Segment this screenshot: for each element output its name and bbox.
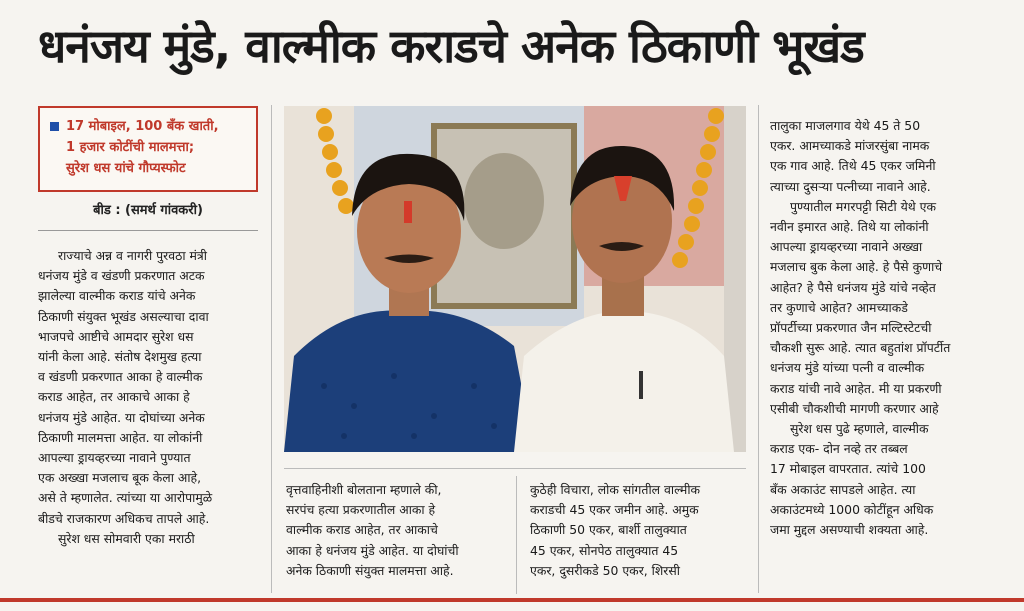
text-line: आपल्या ड्रायव्हरच्या नावाने पुण्यात bbox=[38, 450, 191, 466]
headline: धनंजय मुंडे, वाल्मीक कराडचे अनेक ठिकाणी भूखंड bbox=[38, 19, 864, 73]
column-divider bbox=[758, 105, 759, 593]
text-line: वृत्तवाहिनीशी बोलताना म्हणाले की, bbox=[286, 482, 442, 497]
text-line: तालुका माजलगाव येथे 45 ते 50 bbox=[770, 118, 921, 133]
text-line: वाल्मीक कराड आहेत, तर आकाचे bbox=[286, 522, 438, 538]
text-line: प्रॉपर्टीच्या प्रकरणात जैन मल्टिस्टेटची bbox=[770, 320, 932, 336]
text-line: त्याच्या दुसऱ्या पत्नीच्या नावाने आहे. bbox=[770, 178, 931, 194]
text-line: एकर. आमच्याकडे मांजरसुंबा नामक bbox=[770, 138, 930, 154]
text-line: राज्याचे अन्न व नागरी पुरवठा मंत्री bbox=[58, 248, 207, 263]
text-line: आपल्या ड्रायव्हरच्या नावाने अख्खा bbox=[770, 239, 923, 255]
text-line: कराड आहेत, तर आकाचे आका हे bbox=[38, 389, 190, 405]
highlight-line: 17 मोबाइल, 100 बँक खाती, bbox=[66, 119, 219, 134]
text-line: चौकशी सुरू आहे. त्यात बहुतांश प्रॉपर्टीत bbox=[770, 340, 951, 356]
column-divider bbox=[271, 105, 272, 593]
highlight-line: 1 हजार कोटींची मालमत्ता; bbox=[66, 140, 195, 155]
divider bbox=[284, 468, 746, 469]
text-line: ठिकाणी संयुक्त भूखंड असल्याचा दावा bbox=[38, 308, 209, 324]
text-line: कराडची 45 एकर जमीन आहे. अमुक bbox=[530, 502, 699, 518]
text-line: आहेत? हे पैसे धनंजय मुंडे यांचे नव्हेत bbox=[770, 279, 936, 295]
text-line: धनंजय मुंडे व खंडणी प्रकरणात अटक bbox=[38, 268, 205, 284]
highlight-line: सुरेश धस यांचे गौप्यस्फोट bbox=[66, 161, 186, 176]
text-line: ठिकाणी मालमत्ता आहेत. या लोकांनी bbox=[38, 429, 203, 445]
text-line: तर कुणाचे आहेत? आमच्याकडे bbox=[770, 299, 908, 315]
text-line: अनेक ठिकाणी संयुक्त मालमत्ता आहे. bbox=[286, 562, 454, 578]
text-line: 17 मोबाइल वापरतात. त्यांचे 100 bbox=[770, 461, 926, 477]
text-line: बँक अकाउंट सापडले आहेत. त्या bbox=[770, 481, 916, 497]
text-line: धनंजय मुंडे आहेत. या दोघांच्या अनेक bbox=[38, 409, 205, 425]
text-line: एकर, दुसरीकडे 50 एकर, शिरसी bbox=[530, 562, 680, 578]
text-line: असे ते म्हणालेत. त्यांच्या या आरोपामुळे bbox=[38, 490, 213, 506]
square-bullet-icon bbox=[50, 122, 59, 131]
text-line: झालेल्या वाल्मीक कराड यांचे अनेक bbox=[38, 288, 196, 304]
text-line: धनंजय मुंडे यांच्या पत्नी व वाल्मीक bbox=[770, 360, 925, 376]
news-photo bbox=[284, 106, 746, 452]
text-line: मजलाच बुक केला आहे. हे पैसे कुणाचे bbox=[770, 259, 943, 275]
highlight-box bbox=[38, 106, 258, 192]
text-line: बीडचे राजकारण अधिकच तापले आहे. bbox=[38, 510, 210, 526]
article-column-2 bbox=[286, 480, 504, 581]
text-line: सुरेश धस पुढे म्हणाले, वाल्मीक bbox=[790, 421, 929, 437]
text-line: सुरेश धस सोमवारी एका मराठी bbox=[58, 530, 195, 546]
text-line: पुण्यातील मगरपट्टी सिटी येथे एक bbox=[790, 198, 937, 214]
text-line: कराड एक- दोन नव्हे तर तब्बल bbox=[770, 441, 908, 457]
bottom-accent-bar bbox=[0, 598, 1024, 602]
text-line: एसीबी चौकशीची मागणी करणार आहे bbox=[770, 400, 939, 416]
article-column-3 bbox=[530, 480, 748, 581]
text-line: एक गाव आहे. तिथे 45 एकर जमिनी bbox=[770, 158, 936, 174]
text-line: कराड यांची नावे आहेत. मी या प्रकरणी bbox=[770, 380, 942, 396]
text-line: जमा मुद्दल असण्याची शक्यता आहे. bbox=[770, 522, 929, 538]
text-line: नवीन इमारत आहे. तिथे या लोकांनी bbox=[770, 219, 929, 235]
column-divider bbox=[516, 476, 517, 594]
text-line: ठिकाणी 50 एकर, बार्शी तालुक्यात bbox=[530, 522, 687, 538]
byline: बीड : (समर्थ गांवकरी) bbox=[93, 203, 203, 218]
two-men-photo bbox=[284, 106, 746, 452]
article-column-1 bbox=[38, 246, 260, 549]
text-line: भाजपचे आष्टीचे आमदार सुरेश धस bbox=[38, 328, 194, 344]
text-line: यांनी केला आहे. संतोष देशमुख हत्या bbox=[38, 349, 202, 365]
text-line: कुठेही विचारा, लोक सांगतील वाल्मीक bbox=[530, 482, 701, 497]
divider bbox=[38, 230, 258, 231]
text-line: सरपंच हत्या प्रकरणातील आका हे bbox=[286, 502, 436, 518]
text-line: अकाउंटमध्ये 1000 कोटींहून अधिक bbox=[770, 501, 934, 517]
text-line: आका हे धनंजय मुंडे आहेत. या दोघांची bbox=[286, 542, 459, 558]
text-line: 45 एकर, सोनपेठ तालुक्यात 45 bbox=[530, 542, 679, 558]
text-line: एक अख्खा मजलाच बूक केला आहे, bbox=[38, 470, 202, 486]
text-line: व खंडणी प्रकरणात आका हे वाल्मीक bbox=[38, 369, 203, 385]
article-column-4 bbox=[770, 116, 1000, 540]
